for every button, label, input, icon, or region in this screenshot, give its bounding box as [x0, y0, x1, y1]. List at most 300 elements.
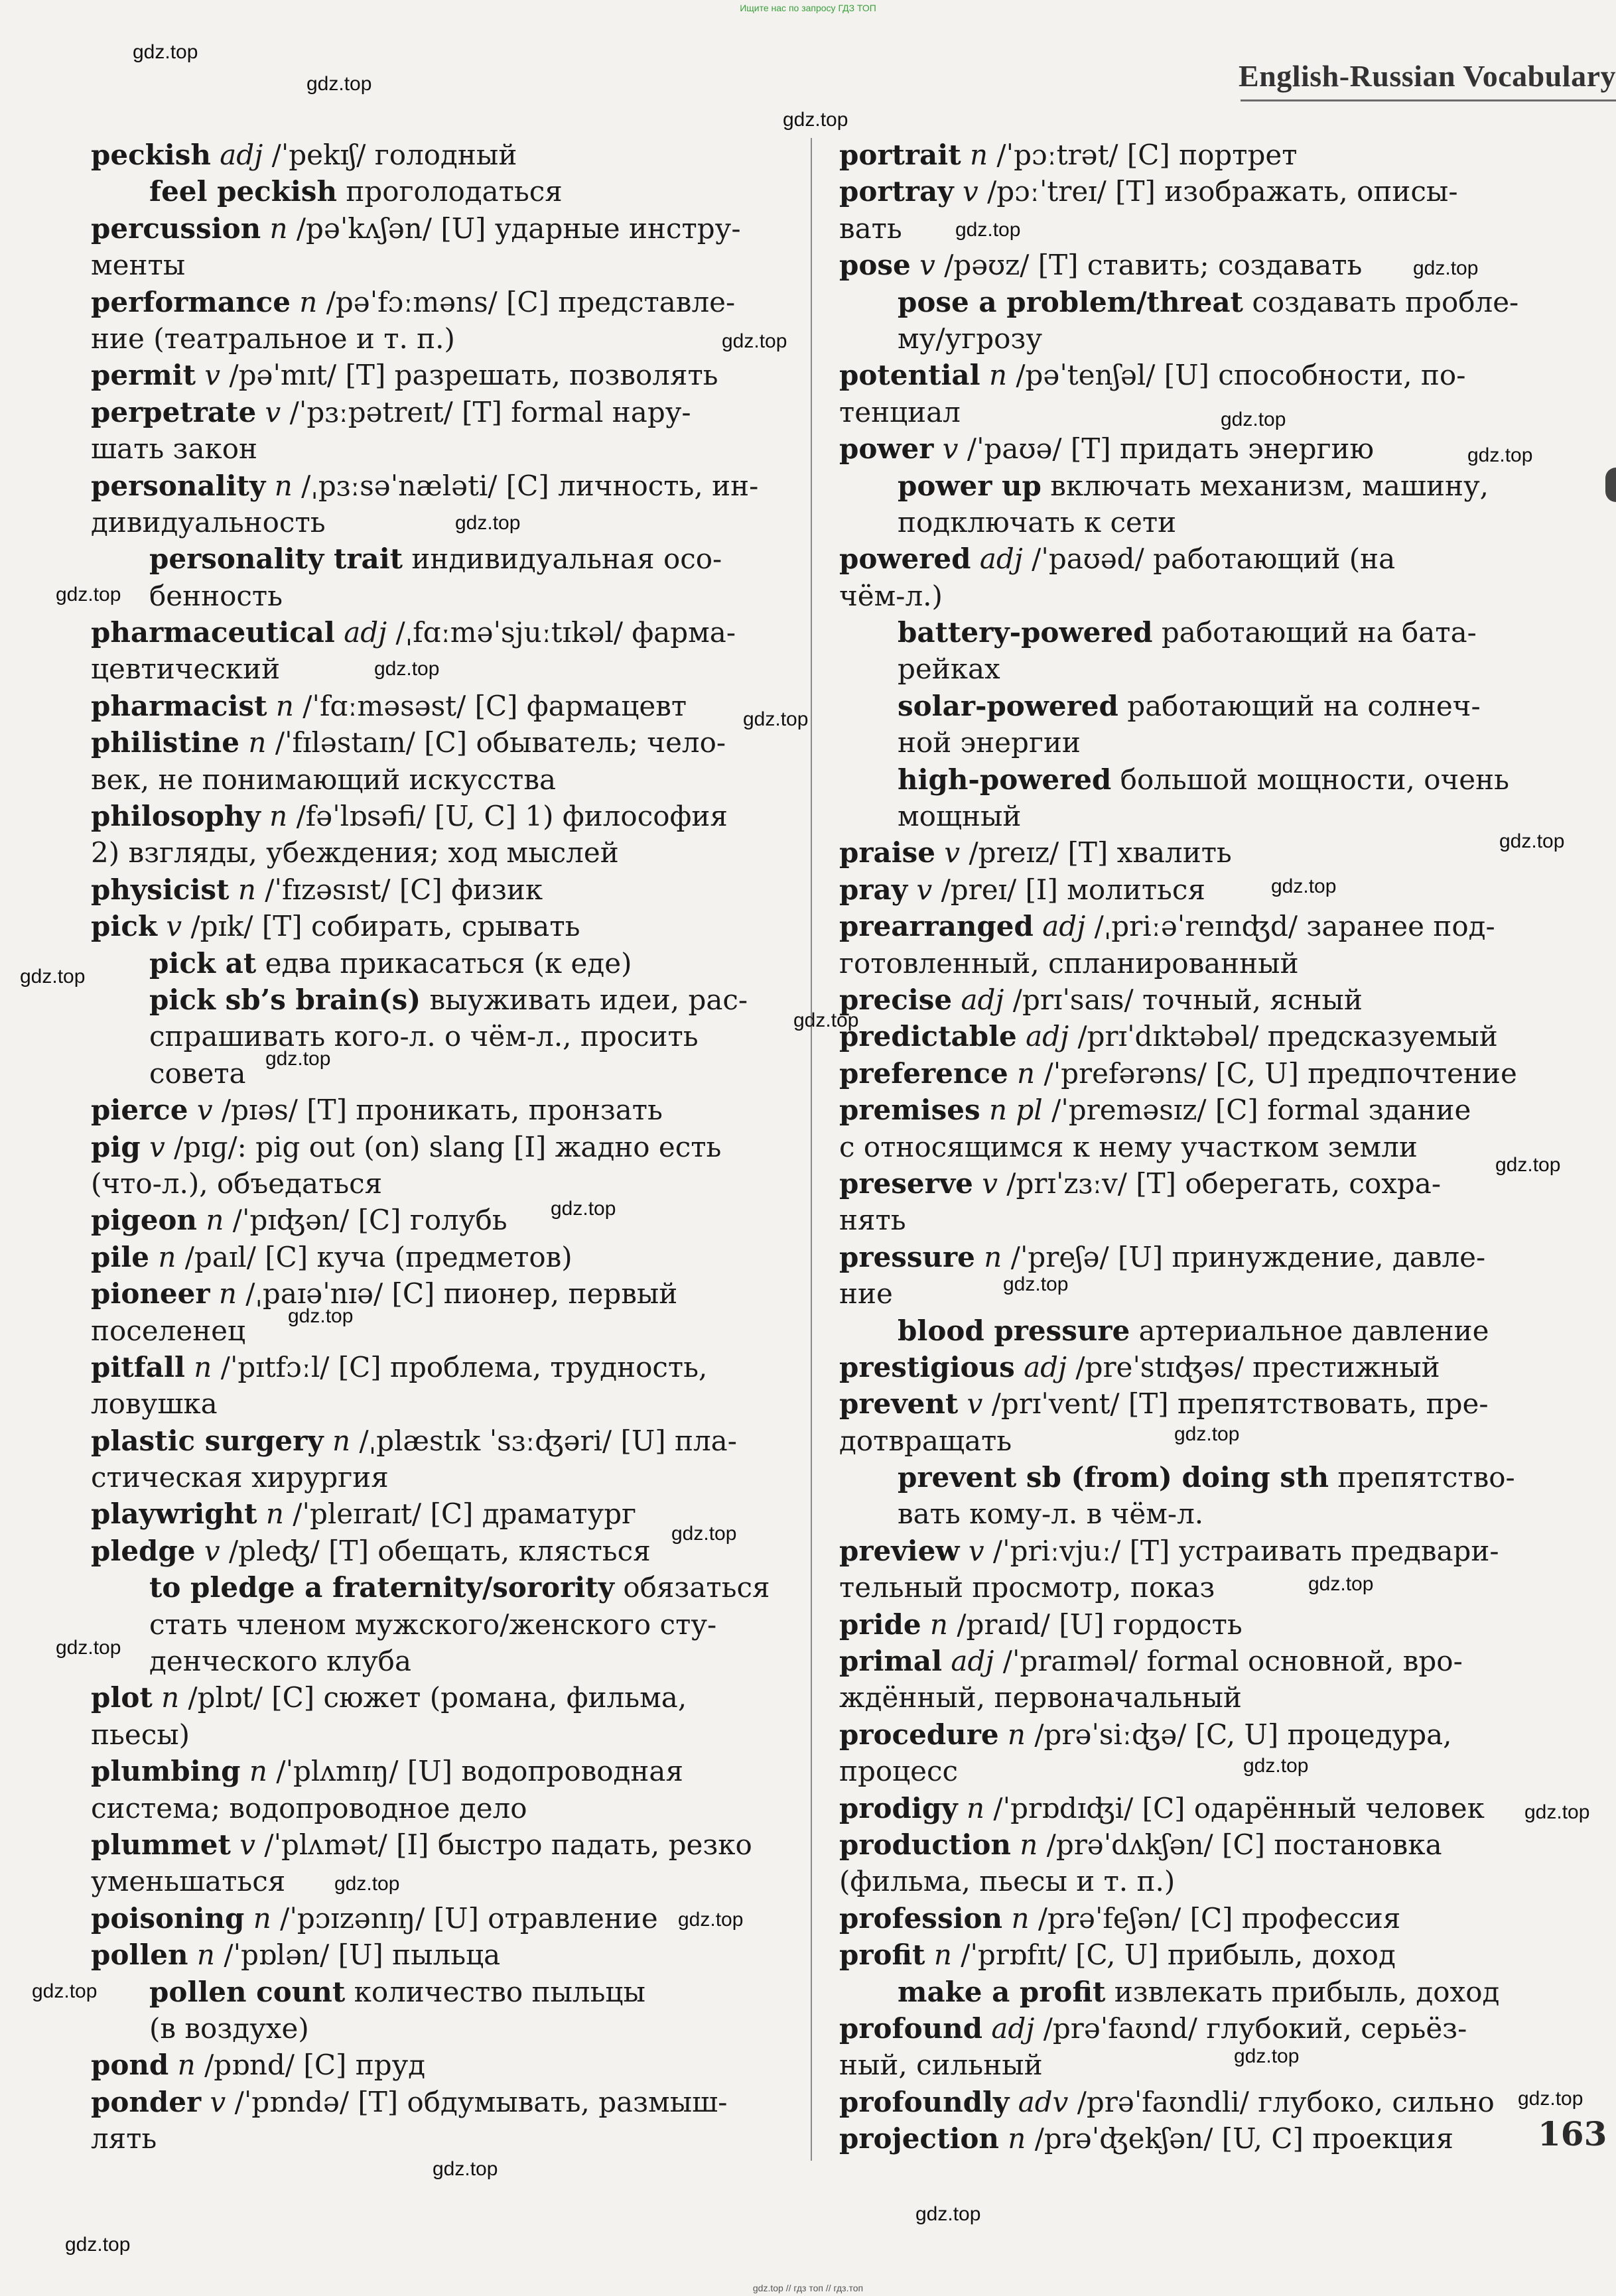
- entry-line: [839, 541, 1602, 577]
- part-of-speech: n: [269, 212, 288, 245]
- entry-line: [839, 1312, 1602, 1349]
- entry-line: [91, 1055, 794, 1092]
- definition-text: /pəˈfɔːməns/ [C] представле-: [326, 285, 736, 318]
- headword: prestigious: [839, 1350, 1015, 1383]
- column-divider: [811, 138, 812, 2161]
- definition-text: включать механизм, машину,: [1050, 469, 1489, 502]
- watermark: gdz.top: [306, 73, 372, 95]
- page-number: 163: [1538, 2114, 1607, 2153]
- right-column: [839, 137, 1602, 2157]
- entry-line: [839, 247, 1602, 283]
- part-of-speech: v: [239, 1828, 255, 1861]
- watermark: gdz.top: [551, 1198, 616, 1220]
- page-header-title: English-Russian Vocabulary: [1238, 59, 1616, 93]
- entry-line: [91, 2010, 794, 2047]
- headword: pollen count: [149, 1975, 346, 2008]
- headword: plumbing: [91, 1755, 241, 1788]
- left-column: [91, 137, 794, 2157]
- entry-line: [91, 1312, 794, 1349]
- watermark: gdz.top: [678, 1909, 744, 1931]
- definition-text: /ˈpɒndə/ [T] обдумывать, размыш-: [234, 2085, 728, 2118]
- definition-text: препятство-: [1337, 1461, 1515, 1494]
- part-of-speech: n: [249, 1755, 267, 1788]
- entry-line: [91, 1790, 794, 1826]
- definition-text: /ˈpɜːpətreɪt/ [T] formal нару-: [289, 395, 691, 428]
- definition-text: тенциал: [839, 395, 961, 428]
- definition-text: /pɪəs/ [T] проникать, пронзать: [221, 1094, 663, 1127]
- entry-line: [91, 1239, 794, 1275]
- headword: make a profit: [898, 1975, 1106, 2008]
- watermark: gdz.top: [793, 1009, 859, 1031]
- definition-text: /prəˈfaʊnd/ глубокий, серьёз-: [1043, 2011, 1467, 2045]
- definition-text: /prəˈfeʃən/ [C] профессия: [1038, 1901, 1401, 1935]
- definition-text: индивидуальная осо-: [411, 542, 722, 576]
- entry-line: [839, 1165, 1602, 1202]
- definition-text: ловушка: [91, 1387, 218, 1421]
- headword: pray: [839, 873, 908, 906]
- entry-line: [91, 2120, 794, 2157]
- definition-text: рейках: [898, 653, 1000, 686]
- definition-text: пьесы): [91, 1718, 190, 1751]
- part-of-speech: v: [204, 1534, 220, 1567]
- watermark: gdz.top: [56, 1637, 121, 1659]
- entry-line: [839, 1716, 1602, 1753]
- definition-text: /ˈfɪzəsɪst/ [C] физик: [265, 873, 543, 906]
- definition-text: /preɪz/ [T] хвалить: [969, 836, 1232, 869]
- definition-text: обязаться: [623, 1571, 770, 1604]
- headword: preference: [839, 1056, 1008, 1090]
- definition-text: /ˈpreməsɪz/ [C] formal здание: [1051, 1094, 1471, 1127]
- entry-line: [839, 1092, 1602, 1128]
- entry-line: [839, 982, 1602, 1018]
- entry-line: [839, 1790, 1602, 1826]
- headword: pollen: [91, 1939, 188, 1972]
- watermark: gdz.top: [374, 658, 440, 680]
- definition-text: /ˈpleɪraɪt/ [C] драматург: [293, 1498, 637, 1531]
- entry-line: [839, 1129, 1602, 1165]
- headword: pigeon: [91, 1204, 197, 1237]
- definition-text: стическая хирургия: [91, 1461, 389, 1494]
- part-of-speech: adj: [961, 983, 1004, 1016]
- definition-text: лять: [91, 2122, 157, 2155]
- part-of-speech: v: [919, 249, 935, 282]
- headword: profound: [839, 2011, 983, 2045]
- definition-text: дивидуальность: [91, 505, 326, 539]
- entry-line: [91, 357, 794, 393]
- entry-line: [839, 614, 1602, 651]
- definition-text: спрашивать кого-л. о чём-л., просить: [149, 1020, 699, 1053]
- headword: pharmaceutical: [91, 616, 335, 649]
- part-of-speech: adj: [979, 542, 1023, 576]
- part-of-speech: n: [269, 800, 288, 833]
- entry-line: [839, 688, 1602, 724]
- part-of-speech: n: [1017, 1056, 1036, 1090]
- entry-line: [91, 394, 794, 430]
- headword: pressure: [839, 1240, 975, 1273]
- entry-line: [91, 137, 794, 173]
- part-of-speech: n: [206, 1204, 224, 1237]
- entry-line: [91, 1275, 794, 1312]
- headword: potential: [839, 359, 980, 392]
- thumb-tab-marker: [1605, 468, 1616, 502]
- part-of-speech: v: [963, 175, 978, 208]
- headword: primal: [839, 1645, 943, 1678]
- definition-text: /ˈpreʃə/ [U] принуждение, давле-: [1010, 1240, 1486, 1273]
- definition-text: вать: [839, 212, 902, 245]
- part-of-speech: v: [210, 2085, 226, 2118]
- part-of-speech: n: [988, 359, 1007, 392]
- headword: poisoning: [91, 1901, 245, 1935]
- definition-text: /ˈpaʊəd/ работающий (на: [1032, 542, 1396, 576]
- headword: battery-powered: [898, 616, 1153, 649]
- headword: percussion: [91, 212, 261, 245]
- definition-text: /ˈprɒfɪt/ [C, U] прибыль, доход: [961, 1939, 1396, 1972]
- entry-line: [91, 247, 794, 283]
- part-of-speech: n: [194, 1350, 212, 1383]
- part-of-speech: adv: [1018, 2085, 1069, 2118]
- top-notice[interactable]: Ищите нас по запросу ГДЗ ТОП: [740, 3, 876, 13]
- entry-line: [91, 1753, 794, 1789]
- part-of-speech: n: [984, 1240, 1002, 1273]
- entry-line: [91, 468, 794, 504]
- entry-line: [91, 1606, 794, 1643]
- part-of-speech: n: [929, 1608, 948, 1641]
- definition-text: /pəˈmɪt/ [T] разрешать, позволять: [229, 359, 718, 392]
- entry-line: [839, 1533, 1602, 1569]
- definition-text: менты: [91, 249, 186, 282]
- entry-line: [91, 1643, 794, 1679]
- part-of-speech: n: [248, 726, 267, 759]
- definition-text: ной энергии: [898, 726, 1081, 759]
- part-of-speech: v: [204, 359, 221, 392]
- definition-text: (в воздухе): [149, 2011, 309, 2045]
- entry-line: [839, 173, 1602, 210]
- headword: predictable: [839, 1020, 1017, 1053]
- definition-text: /prɪˈsaɪs/ точный, ясный: [1012, 983, 1363, 1016]
- headword: playwright: [91, 1498, 257, 1531]
- headword: performance: [91, 285, 291, 318]
- definition-text: /ˈpɪʤən/ [C] голубь: [232, 1204, 507, 1237]
- headword: profession: [839, 1901, 1003, 1935]
- headword: solar-powered: [898, 689, 1118, 722]
- entry-line: [91, 320, 794, 357]
- definition-text: /pəˈtenʃəl/ [U] способности, по-: [1016, 359, 1466, 392]
- watermark: gdz.top: [783, 109, 848, 131]
- headword: profit: [839, 1939, 925, 1972]
- headword: preserve: [839, 1167, 973, 1200]
- headword: pond: [91, 2049, 169, 2082]
- watermark: gdz.top: [1174, 1423, 1240, 1445]
- entry-line: [839, 1643, 1602, 1679]
- headword: high-powered: [898, 763, 1112, 796]
- definition-text: /ˈpriːvjuː/ [T] устраивать предвари-: [992, 1534, 1499, 1567]
- entry-line: [91, 1385, 794, 1422]
- entry-line: [839, 1275, 1602, 1312]
- headword: pile: [91, 1240, 149, 1273]
- entry-line: [839, 1606, 1602, 1643]
- part-of-speech: v: [149, 1130, 165, 1163]
- definition-text: нять: [839, 1204, 906, 1237]
- watermark: gdz.top: [722, 330, 787, 352]
- part-of-speech: n: [158, 1240, 176, 1273]
- headword: pick: [91, 910, 157, 943]
- definition-text: поселенец: [91, 1314, 246, 1347]
- entry-line: [91, 871, 794, 908]
- headword: portrait: [839, 139, 961, 171]
- entry-line: [839, 1900, 1602, 1937]
- definition-text: /ˈpɔːtrət/ [C] портрет: [996, 139, 1298, 171]
- definition-text: 2) взгляды, убеждения; ход мыслей: [91, 836, 619, 869]
- headword: power: [839, 432, 934, 466]
- headword: pitfall: [91, 1350, 185, 1383]
- definition-text: количество пыльцы: [354, 1975, 645, 2008]
- headword: pioneer: [91, 1277, 210, 1310]
- entry-line: [91, 908, 794, 944]
- entry-line: [839, 320, 1602, 357]
- definition-text: мощный: [898, 800, 1022, 833]
- entry-line: [91, 504, 794, 541]
- watermark: gdz.top: [1467, 444, 1533, 466]
- definition-text: тельный просмотр, показ: [839, 1571, 1215, 1604]
- definition-text: /fəˈlɒsəfi/ [U, C] 1) философия: [296, 800, 728, 833]
- headword: physicist: [91, 873, 230, 906]
- definition-text: вать кому-л. в чём-л.: [898, 1498, 1204, 1531]
- headword: projection: [839, 2122, 999, 2155]
- part-of-speech: v: [967, 1387, 983, 1421]
- headword: production: [839, 1828, 1011, 1861]
- part-of-speech: n: [1007, 1718, 1026, 1751]
- headword: pig: [91, 1130, 141, 1163]
- watermark: gdz.top: [288, 1305, 354, 1327]
- watermark: gdz.top: [455, 512, 521, 534]
- part-of-speech: n pl: [988, 1094, 1043, 1127]
- part-of-speech: adj: [220, 139, 263, 171]
- part-of-speech: v: [265, 395, 281, 428]
- headword: permit: [91, 359, 196, 392]
- headword: plastic surgery: [91, 1424, 324, 1457]
- watermark: gdz.top: [56, 584, 121, 606]
- part-of-speech: n: [1020, 1828, 1038, 1861]
- definition-text: /pɪɡ/: pig out (on) slang [I] жадно есть: [174, 1130, 722, 1163]
- definition-text: денческого клуба: [149, 1645, 412, 1678]
- definition-text: /preɪ/ [I] молиться: [941, 873, 1205, 906]
- headword: procedure: [839, 1718, 999, 1751]
- entry-line: [839, 1496, 1602, 1532]
- headword: philosophy: [91, 800, 261, 833]
- entry-line: [91, 761, 794, 798]
- part-of-speech: n: [275, 689, 294, 722]
- bottom-notice[interactable]: gdz.top // гдз топ // гдз.топ: [752, 2283, 864, 2293]
- entry-line: [91, 210, 794, 247]
- definition-text: /ˈpɔɪzənɪŋ/ [U] отравление: [280, 1901, 658, 1935]
- entry-line: [839, 1826, 1602, 1863]
- watermark: gdz.top: [955, 219, 1021, 241]
- entry-line: [91, 834, 794, 871]
- definition-text: /ˌpriːəˈreɪnʤd/ заранее под-: [1094, 910, 1495, 943]
- part-of-speech: adj: [1042, 910, 1086, 943]
- part-of-speech: n: [1011, 1901, 1030, 1935]
- entry-line: [839, 578, 1602, 614]
- entry-line: [91, 1129, 794, 1165]
- definition-text: /ˈpekɪʃ/ голодный: [271, 139, 517, 171]
- entry-line: [839, 1018, 1602, 1054]
- part-of-speech: v: [944, 836, 961, 869]
- definition-text: /ˈpraɪməl/ formal основной, вро-: [1002, 1645, 1463, 1678]
- entry-line: [839, 468, 1602, 504]
- headword: preview: [839, 1534, 960, 1567]
- definition-text: стать членом мужского/женского сту-: [149, 1608, 717, 1641]
- headword: personality: [91, 469, 266, 502]
- headword: portray: [839, 175, 954, 208]
- part-of-speech: n: [933, 1939, 952, 1972]
- entry-line: [91, 1974, 794, 2010]
- entry-line: [91, 1092, 794, 1128]
- entry-line: [91, 1826, 794, 1863]
- definition-text: готовленный, спланированный: [839, 946, 1299, 980]
- watermark: gdz.top: [743, 708, 809, 730]
- part-of-speech: n: [969, 139, 988, 171]
- definition-text: /praɪd/ [U] гордость: [957, 1608, 1243, 1641]
- entry-line: [839, 504, 1602, 541]
- watermark: gdz.top: [1234, 2045, 1300, 2067]
- entry-line: [91, 982, 794, 1018]
- definition-text: /ˈpaʊə/ [T] придать энергию: [967, 432, 1375, 466]
- definition-text: /plɒt/ [C] сюжет (романа, фильма,: [188, 1681, 687, 1714]
- headword: to pledge a fraternity/sorority: [149, 1571, 614, 1604]
- definition-text: шать закон: [91, 432, 258, 466]
- entry-line: [91, 1349, 794, 1385]
- part-of-speech: n: [196, 1939, 215, 1972]
- headword: pose: [839, 249, 911, 282]
- definition-text: ние: [839, 1277, 893, 1310]
- entry-line: [91, 1569, 794, 1606]
- entry-line: [91, 1863, 794, 1899]
- entry-line: [91, 173, 794, 210]
- entry-line: [91, 1937, 794, 1973]
- entry-line: [839, 945, 1602, 982]
- definition-text: с относящимся к нему участком земли: [839, 1130, 1418, 1163]
- part-of-speech: adj: [1026, 1020, 1069, 1053]
- entry-line: [839, 1753, 1602, 1789]
- definition-text: /ˈpɒlən/ [U] пыльца: [224, 1939, 501, 1972]
- entry-line: [839, 724, 1602, 761]
- watermark: gdz.top: [1518, 2088, 1583, 2110]
- headword: peckish: [91, 139, 211, 171]
- headword: pierce: [91, 1094, 188, 1127]
- entry-line: [839, 651, 1602, 687]
- definition-text: /paɪl/ [C] куча (предметов): [184, 1240, 572, 1273]
- entry-line: [839, 1239, 1602, 1275]
- watermark: gdz.top: [65, 2234, 131, 2256]
- headword: prevent sb (from) doing sth: [898, 1461, 1329, 1494]
- headword: plot: [91, 1681, 153, 1714]
- definition-text: выуживать идеи, рас-: [429, 983, 748, 1016]
- part-of-speech: n: [332, 1424, 351, 1457]
- entry-line: [839, 137, 1602, 173]
- definition-text: создавать пробле-: [1252, 285, 1519, 318]
- definition-text: /ˈfɪləstaɪn/ [C] обыватель; чело-: [275, 726, 726, 759]
- watermark: gdz.top: [915, 2203, 981, 2225]
- definition-text: /ˌpɜːsəˈnæləti/ [C] личность, ин-: [301, 469, 759, 502]
- definition-text: /ˌfɑːməˈsjuːtɪkəl/ фарма-: [395, 616, 736, 649]
- entry-line: [91, 688, 794, 724]
- headword: praise: [839, 836, 936, 869]
- definition-text: /prəˈfaʊndli/ глубоко, сильно: [1077, 2085, 1495, 2118]
- entry-line: [839, 284, 1602, 320]
- entry-line: [839, 908, 1602, 944]
- definition-text: (что-л.), объедаться: [91, 1167, 383, 1200]
- watermark: gdz.top: [1524, 1801, 1590, 1823]
- entry-line: [91, 614, 794, 651]
- definition-text: цевтический: [91, 653, 281, 686]
- definition-text: /prɪˈvent/ [T] препятствовать, пре-: [991, 1387, 1489, 1421]
- part-of-speech: adj: [344, 616, 387, 649]
- headword: profoundly: [839, 2085, 1010, 2118]
- definition-text: большой мощности, очень: [1120, 763, 1509, 796]
- headword: ponder: [91, 2085, 202, 2118]
- definition-text: уменьшаться: [91, 1865, 286, 1898]
- part-of-speech: v: [196, 1094, 213, 1127]
- entry-line: [91, 1423, 794, 1459]
- watermark: gdz.top: [1499, 830, 1565, 852]
- entry-line: [91, 430, 794, 467]
- definition-text: /prəˈʤekʃən/ [U, C] проекция: [1034, 2122, 1453, 2155]
- definition-text: /pleʤ/ [T] обещать, клясться: [228, 1534, 651, 1567]
- definition-text: /ˌplæstɪk ˈsɜːʤəri/ [U] пла-: [359, 1424, 737, 1457]
- headword: power up: [898, 469, 1042, 502]
- headword: pharmacist: [91, 689, 267, 722]
- entry-line: [91, 1716, 794, 1753]
- entry-line: [91, 1202, 794, 1238]
- watermark: gdz.top: [433, 2158, 498, 2180]
- entry-line: [91, 2047, 794, 2083]
- definition-text: (фильма, пьесы и т. п.): [839, 1865, 1176, 1898]
- entry-line: [839, 2010, 1602, 2047]
- definition-text: процесс: [839, 1755, 959, 1788]
- entry-line: [839, 1349, 1602, 1385]
- watermark: gdz.top: [20, 966, 86, 988]
- entry-line: [91, 284, 794, 320]
- definition-text: совета: [149, 1056, 246, 1090]
- definition-text: /preˈstɪʤəs/ престижный: [1075, 1350, 1440, 1383]
- part-of-speech: n: [161, 1681, 180, 1714]
- definition-text: /ˈpɪtfɔːl/ [C] проблема, трудность,: [220, 1350, 708, 1383]
- headword: prearranged: [839, 910, 1034, 943]
- part-of-speech: n: [299, 285, 318, 318]
- definition-text: /prɪˈdɪktəbəl/ предсказуемый: [1077, 1020, 1498, 1053]
- definition-text: проголодаться: [346, 175, 563, 208]
- entry-line: [839, 2084, 1602, 2120]
- definition-text: /ˌpaɪəˈnɪə/ [C] пионер, первый: [245, 1277, 678, 1310]
- definition-text: извлекать прибыль, доход: [1114, 1975, 1500, 2008]
- definition-text: ние (театральное и т. п.): [91, 322, 455, 355]
- definition-text: /pɪk/ [T] собирать, срывать: [190, 910, 580, 943]
- watermark: gdz.top: [265, 1048, 331, 1070]
- definition-text: /ˈfɑːməsəst/ [C] фармацевт: [303, 689, 687, 722]
- headword: pick sb’s brain(s): [149, 983, 421, 1016]
- entry-line: [839, 2120, 1602, 2157]
- headword: prevent: [839, 1387, 959, 1421]
- headword: pride: [839, 1608, 921, 1641]
- part-of-speech: n: [218, 1277, 237, 1310]
- definition-text: /ˈplʌmɪŋ/ [U] водопроводная: [276, 1755, 683, 1788]
- definition-text: /prəˈsiːʤə/ [C, U] процедура,: [1034, 1718, 1452, 1751]
- entry-line: [839, 357, 1602, 393]
- watermark: gdz.top: [1413, 257, 1479, 279]
- headword: prodigy: [839, 1791, 958, 1824]
- entry-line: [91, 1018, 794, 1054]
- part-of-speech: v: [942, 432, 959, 466]
